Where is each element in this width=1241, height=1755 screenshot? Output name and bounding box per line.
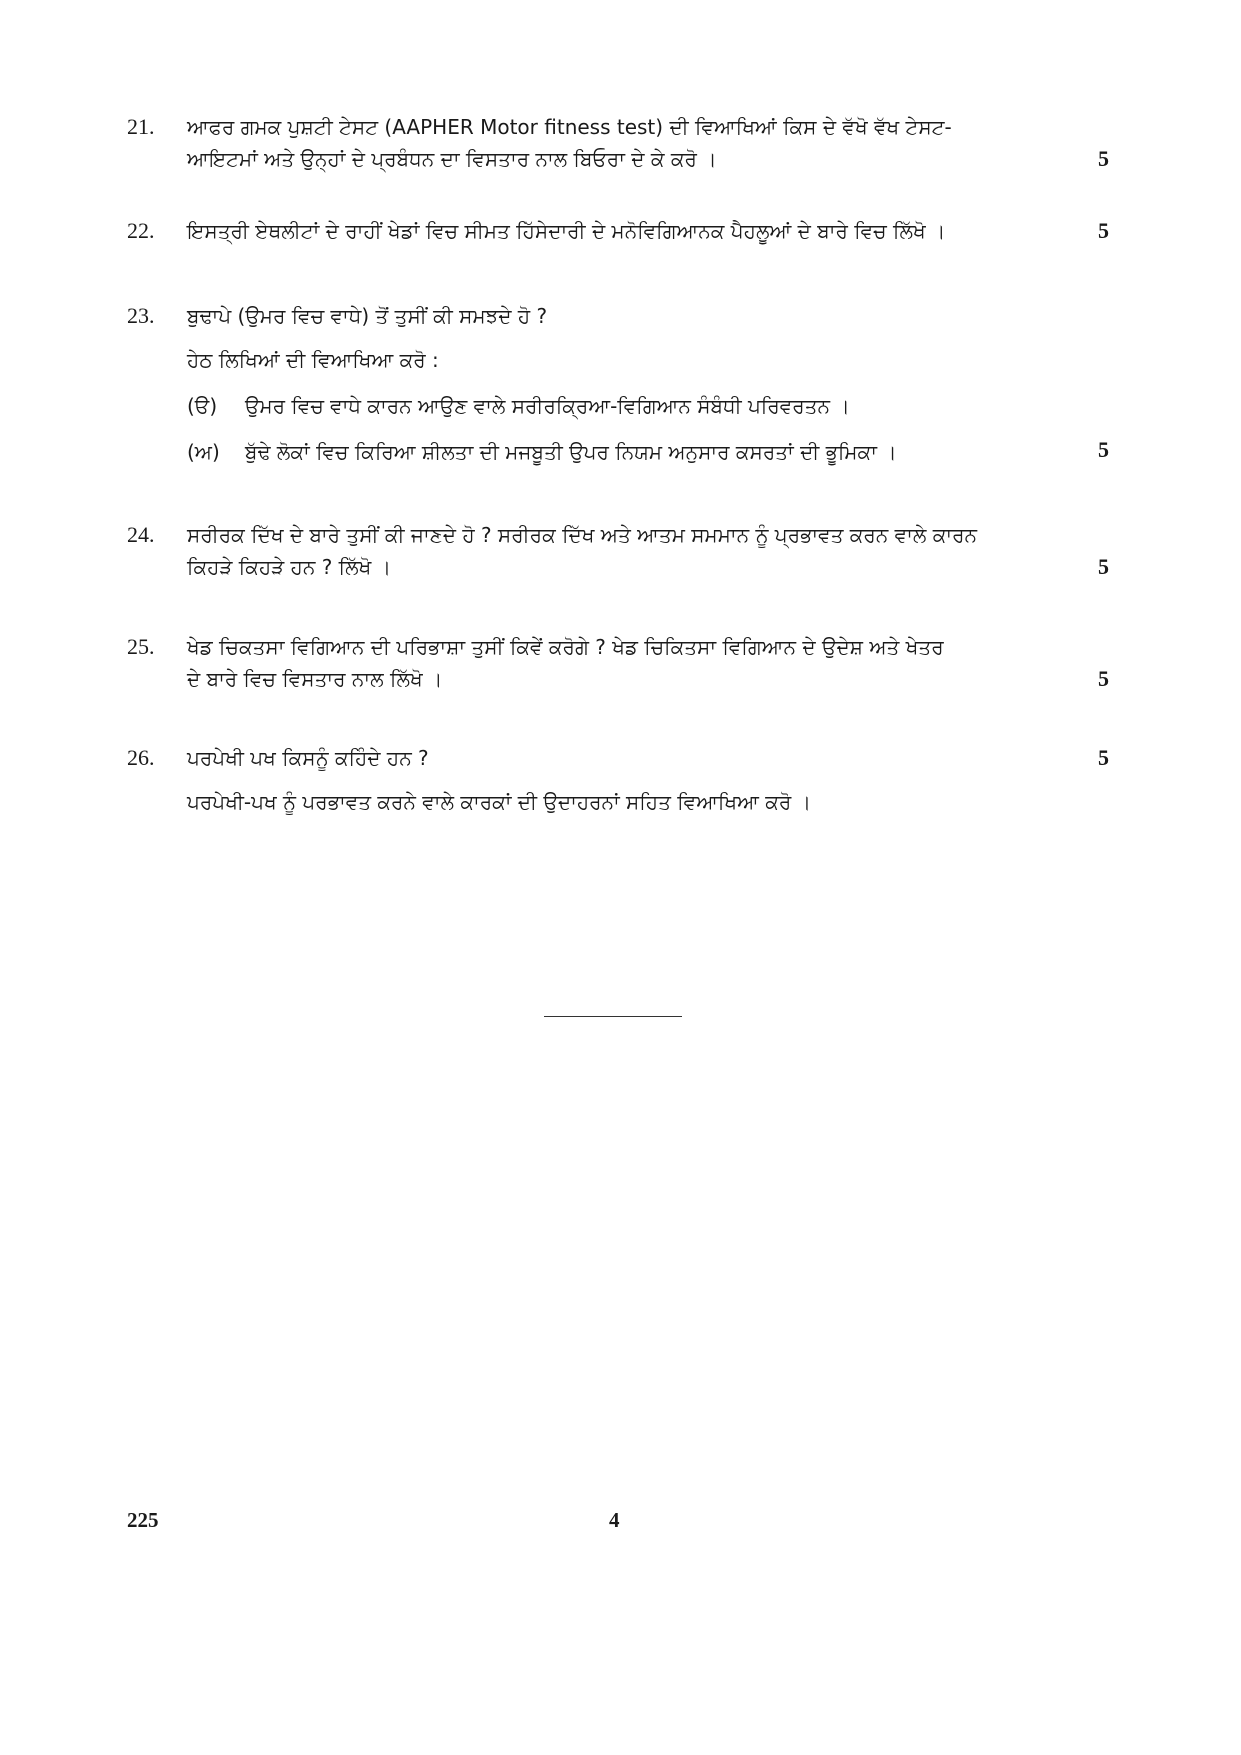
question-line: ਆਫਰ ਗਮਕ ਪੁਸ਼ਟੀ ਟੇਸਟ (AAPHER Motor fitness test) ਦੀ ਵਿਆਖਿਆਂ ਕਿਸ ਦੇ ਵੱਖੋ ਵੱਖ ਟੇਸਟ- (187, 115, 952, 139)
question-line: ਦੇ ਬਾਰੇ ਵਿਚ ਵਿਸਤਾਰ ਨਾਲ ਲਿੱਖੋ । (187, 667, 443, 691)
question-number: 22. (127, 218, 155, 243)
question-number: 21. (127, 114, 155, 139)
question-text (187, 742, 1077, 818)
page-number: 4 (609, 1508, 620, 1532)
question-line: ਖੇਡ ਚਿਕਤਸਾ ਵਿਗਿਆਨ ਦੀ ਪਰਿਭਾਸ਼ਾ ਤੁਸੀਂ ਕਿਵੇਂ ਕਰੋਗੇ ? ਖੇਡ ਚਿਕਿਤਸਾ ਵਿਗਿਆਨ ਦੇ ਉਦੇਸ਼ ਅਤੇ ਖੇਤਰ (187, 635, 944, 659)
marks: 5 (1098, 554, 1109, 579)
marks: 5 (1098, 437, 1109, 462)
question-text (187, 519, 1077, 583)
question-line: ਕਿਹੜੇ ਕਿਹੜੇ ਹਨ ? ਲਿੱਖੋ । (187, 555, 392, 579)
sub-part-label: (ੳ) (187, 394, 218, 418)
question-number: 23. (127, 303, 155, 328)
question-text (187, 111, 1077, 175)
sub-part-text: ਬੁੱਢੇ ਲੋਕਾਂ ਵਿਚ ਕਿਰਿਆ ਸ਼ੀਲਤਾ ਦੀ ਮਜਬੂਤੀ ਉਪਰ ਨਿਯਮ ਅਨੁਸਾਰ ਕਸਰਤਾਂ ਦੀ ਭੂਮਿਕਾ । (245, 440, 897, 464)
question-line: ਪਰਪੇਖੀ-ਪਖ ਨੂੰ ਪਰਭਾਵਤ ਕਰਨੇ ਵਾਲੇ ਕਾਰਕਾਂ ਦੀ ਉਦਾਹਰਨਾਂ ਸਹਿਤ ਵਿਆਖਿਆ ਕਰੋ । (187, 790, 812, 814)
question-line: ਸਰੀਰਕ ਦਿੱਖ ਦੇ ਬਾਰੇ ਤੁਸੀਂ ਕੀ ਜਾਣਦੇ ਹੋ ? ਸਰੀਰਕ ਦਿੱਖ ਅਤੇ ਆਤਮ ਸਮਮਾਨ ਨੂੰ ਪ੍ਰਭਾਵਤ ਕਰਨ ਵਾਲੇ ਕਾਰਨ (187, 523, 978, 547)
sub-part-text: ਉਮਰ ਵਿਚ ਵਾਧੇ ਕਾਰਨ ਆਉਣ ਵਾਲੇ ਸਰੀਰਕ੍ਰਿਆ-ਵਿਗਿਆਨ ਸੰਬੰਧੀ ਪਰਿਵਰਤਨ । (245, 394, 850, 418)
question-number: 26. (127, 745, 155, 770)
question-line: ਆਇਟਮਾਂ ਅਤੇ ਉਨ੍ਹਾਂ ਦੇ ਪ੍ਰਬੰਧਨ ਦਾ ਵਿਸਤਾਰ ਨਾਲ ਬਿਓਰਾ ਦੇ ਕੇ ਕਰੋ । (187, 147, 717, 171)
marks: 5 (1098, 745, 1109, 770)
question-text (187, 631, 1077, 695)
marks: 5 (1098, 666, 1109, 691)
sub-part-label: (ਅ) (187, 440, 220, 464)
question-text (187, 215, 1077, 247)
question-line: ਇਸਤ੍ਰੀ ਏਥਲੀਟਾਂ ਦੇ ਰਾਹੀਂ ਖੇਡਾਂ ਵਿਚ ਸੀਮਤ ਹਿੱਸੇਦਾਰੀ ਦੇ ਮਨੋਵਿਗਿਆਨਕ ਪੈਹਲੂਆਂ ਦੇ ਬਾਰੇ ਵਿਚ ਲਿੱਖੋ । (187, 219, 946, 243)
marks: 5 (1098, 146, 1109, 171)
paper-code: 225 (127, 1508, 159, 1532)
question-number: 24. (127, 522, 155, 547)
sub-part-a (187, 390, 1077, 422)
sub-part-b (187, 436, 1077, 468)
end-rule (544, 1016, 682, 1017)
question-text (187, 300, 1077, 468)
question-number: 25. (127, 634, 155, 659)
marks: 5 (1098, 218, 1109, 243)
question-line: ਪਰਪੇਖੀ ਪਖ ਕਿਸਨੂੰ ਕਹਿੰਦੇ ਹਨ ? (187, 746, 429, 770)
question-line: ਬੁਢਾਪੇ (ਉਮਰ ਵਿਚ ਵਾਧੇ) ਤੋਂ ਤੁਸੀਂ ਕੀ ਸਮਝਦੇ ਹੋ ? (187, 304, 548, 328)
question-line: ਹੇਠ ਲਿਖਿਆਂ ਦੀ ਵਿਆਖਿਆ ਕਰੋ : (187, 348, 439, 372)
